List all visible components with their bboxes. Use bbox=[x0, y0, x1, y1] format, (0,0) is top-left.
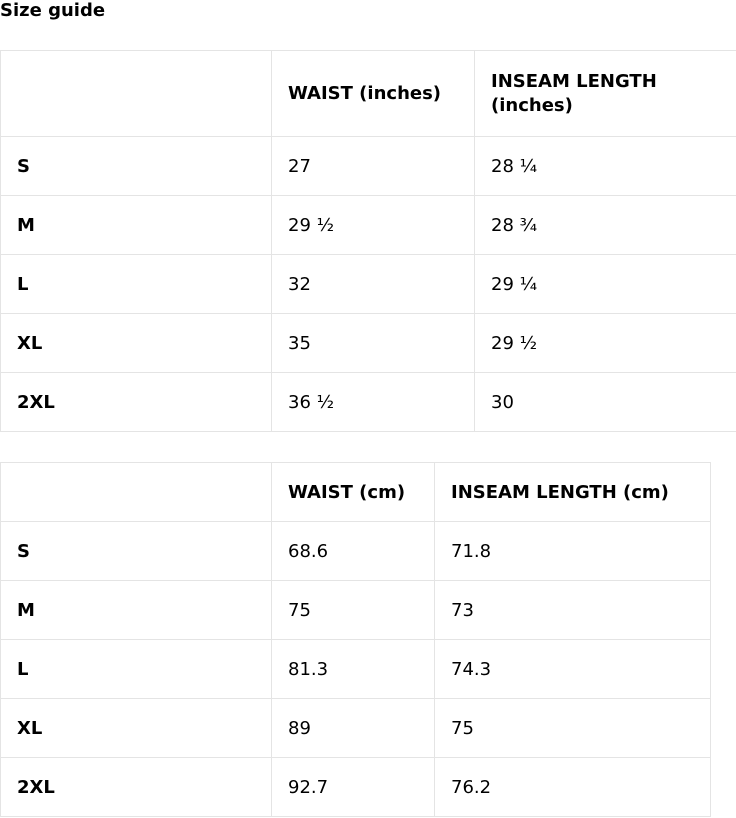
size-cell: 2XL bbox=[1, 758, 272, 817]
table-row bbox=[1, 373, 736, 432]
waist-cell: 35 bbox=[272, 314, 475, 373]
inseam-cell: 29 ½ bbox=[475, 314, 736, 373]
inseam-cell: 75 bbox=[435, 699, 711, 758]
size-cell: 2XL bbox=[1, 373, 272, 432]
size-cell: S bbox=[1, 522, 272, 581]
inseam-cell: 74.3 bbox=[435, 640, 711, 699]
inseam-cell: 30 bbox=[475, 373, 736, 432]
waist-cell: 32 bbox=[272, 255, 475, 314]
inseam-cell: 28 ¼ bbox=[475, 137, 736, 196]
waist-cell: 68.6 bbox=[272, 522, 435, 581]
size-cell: S bbox=[1, 137, 272, 196]
table-header-row bbox=[1, 463, 711, 522]
inseam-cell: 71.8 bbox=[435, 522, 711, 581]
size-table-inches bbox=[0, 50, 736, 432]
size-cell: M bbox=[1, 196, 272, 255]
table-row bbox=[1, 640, 711, 699]
size-cell: L bbox=[1, 640, 272, 699]
table-row bbox=[1, 196, 736, 255]
inseam-cell: 29 ¼ bbox=[475, 255, 736, 314]
waist-cell: 27 bbox=[272, 137, 475, 196]
header-cell-size bbox=[1, 51, 272, 137]
header-cell-inseam: INSEAM LENGTH (cm) bbox=[435, 463, 711, 522]
waist-cell: 29 ½ bbox=[272, 196, 475, 255]
page-title: Size guide bbox=[0, 0, 106, 21]
table-row bbox=[1, 758, 711, 817]
table-header-row bbox=[1, 51, 736, 137]
waist-cell: 36 ½ bbox=[272, 373, 475, 432]
size-cell: M bbox=[1, 581, 272, 640]
inseam-cell: 73 bbox=[435, 581, 711, 640]
header-cell-size bbox=[1, 463, 272, 522]
header-cell-waist: WAIST (cm) bbox=[272, 463, 435, 522]
size-table-cm bbox=[0, 462, 711, 817]
waist-cell: 89 bbox=[272, 699, 435, 758]
table-row bbox=[1, 581, 711, 640]
header-cell-inseam: INSEAM LENGTH (inches) bbox=[475, 51, 736, 137]
inseam-cell: 76.2 bbox=[435, 758, 711, 817]
table-row bbox=[1, 522, 711, 581]
waist-cell: 92.7 bbox=[272, 758, 435, 817]
waist-cell: 75 bbox=[272, 581, 435, 640]
inseam-cell: 28 ¾ bbox=[475, 196, 736, 255]
size-cell: L bbox=[1, 255, 272, 314]
size-cell: XL bbox=[1, 699, 272, 758]
table-row bbox=[1, 137, 736, 196]
waist-cell: 81.3 bbox=[272, 640, 435, 699]
size-cell: XL bbox=[1, 314, 272, 373]
table-row bbox=[1, 699, 711, 758]
table-row bbox=[1, 314, 736, 373]
table-row bbox=[1, 255, 736, 314]
header-cell-waist: WAIST (inches) bbox=[272, 51, 475, 137]
